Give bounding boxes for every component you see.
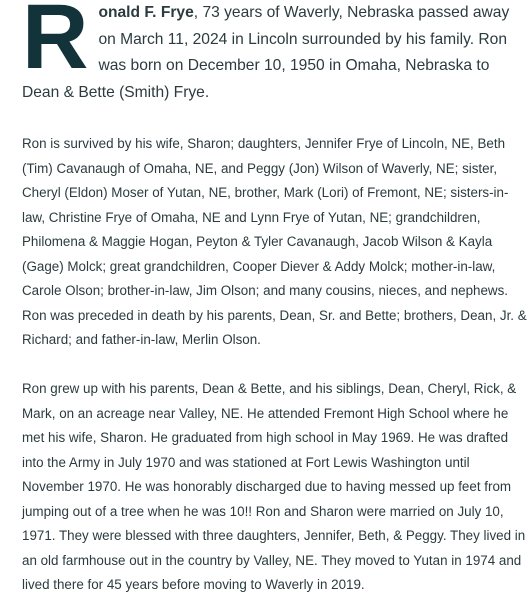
biography-paragraph: Ron grew up with his parents, Dean & Bette, and his siblings, Dean, Cheryl, Rick, & Mark, on an acreage near Valley, NE. He attended Fremont High School where he met his wife, Sharon. He graduated from high school in May 1969. He was drafted into the Army in July 1970 and was stationed at Fort Lewis Washington until November 1970. He was honorably discharged due to having messed up feet from jumping out of a tree when he was 10!! Ron and Sharon were married on July 10, 1971. They were blessed with three daughters, Jennifer, Beth, & Peggy. They lived in an old farmhouse out in the country by Valley, NE. They moved to Yutan in 1974 and lived there for 45 years before moving to Waverly in 2019. <box>22 381 526 592</box>
intro-text: , 73 years of Waverly, Nebraska passed away on March 11, 2024 in Lincoln surrounded by his family. Ron was born on December 10, 1950 in Omaha, Nebraska to Dean & Bette (Smith) Frye. <box>22 4 510 101</box>
drop-cap-letter: R <box>22 0 89 88</box>
survivors-paragraph: Ron is survived by his wife, Sharon; daughters, Jennifer Frye of Lincoln, NE, Beth (Tim) Cavanaugh of Omaha, NE, and Peggy (Jon) Wilson of Waverly, NE; sister, Cheryl (Eldon) Moser of Yutan, NE, brother, Mark (Lori) of Fremont, NE; sisters-in-law, Christine Frye of Omaha, NE and Lynn Frye of Yutan, NE; grandchildren, Philomena & Maggie Hogan, Peyton & Tyler Cavanaugh, Jacob Wilson & Kayla (Gage) Molck; great grandchildren, Cooper Diever & Addy Molck; mother-in-law, Carole Olson; brother-in-law, Jim Olson; and many cousins, nieces, and nephews. Ron was preceded in death by his parents, Dean, Sr. and Bette; brothers, Dean, Jr. & Richard; and father-in-law, Merlin Olson. <box>22 136 527 347</box>
obituary-intro-paragraph <box>22 0 530 106</box>
obituary-article <box>22 0 530 592</box>
deceased-name: onald F. Frye <box>98 4 194 21</box>
